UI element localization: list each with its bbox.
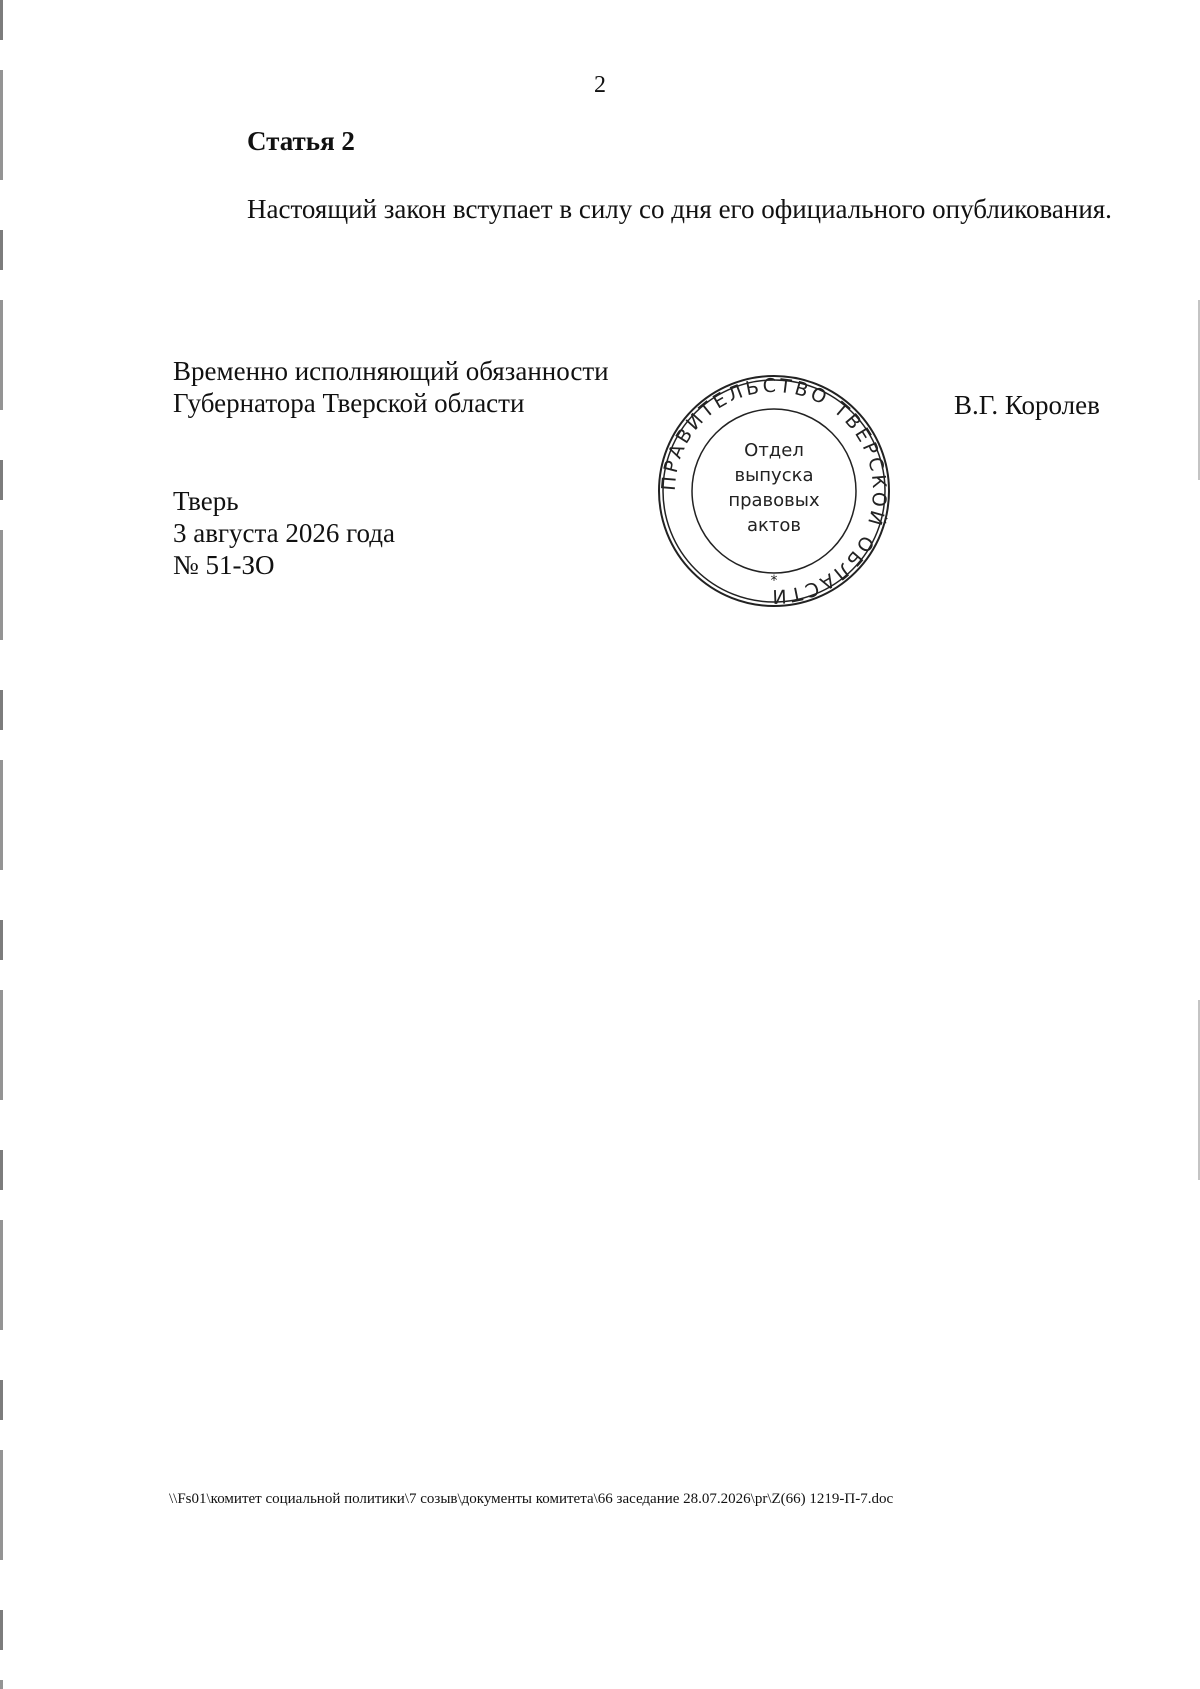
issue-number: № 51-ЗО <box>173 550 275 580</box>
signer-position-line-1: Временно исполняющий обязанности <box>173 356 609 386</box>
page-number: 2 <box>594 72 606 98</box>
signer-position-line-2: Губернатора Тверской области <box>173 388 525 418</box>
article-body-text: Настоящий закон вступает в силу со дня его официального опубликования. <box>247 194 1112 224</box>
article-heading: Статья 2 <box>247 126 355 156</box>
issue-place: Тверь <box>173 486 239 516</box>
footer-file-path: \\Fs01\комитет социальной политики\7 созыв\документы комитета\66 заседание 28.07.2026\pr\Z(66) 1219-П-7.doc <box>169 1491 894 1507</box>
issue-date: 3 августа 2026 года <box>173 518 395 548</box>
signer-name: В.Г. Королев <box>954 390 1100 420</box>
stamp-inner-line-2: выпуска <box>734 465 814 486</box>
stamp-star-icon: * <box>770 573 778 589</box>
stamp-inner-line-1: Отдел <box>744 440 804 461</box>
signer-position <box>173 355 609 419</box>
stamp-inner-line-3: правовых <box>728 490 820 511</box>
official-stamp <box>655 372 893 610</box>
scan-edge-left <box>0 0 3 1689</box>
issue-details <box>173 485 395 581</box>
stamp-inner-line-4: актов <box>746 515 802 536</box>
stamp-outer-text: ПРАВИТЕЛЬСТВО ТВЕРСКОЙ ОБЛАСТИ <box>657 374 891 608</box>
